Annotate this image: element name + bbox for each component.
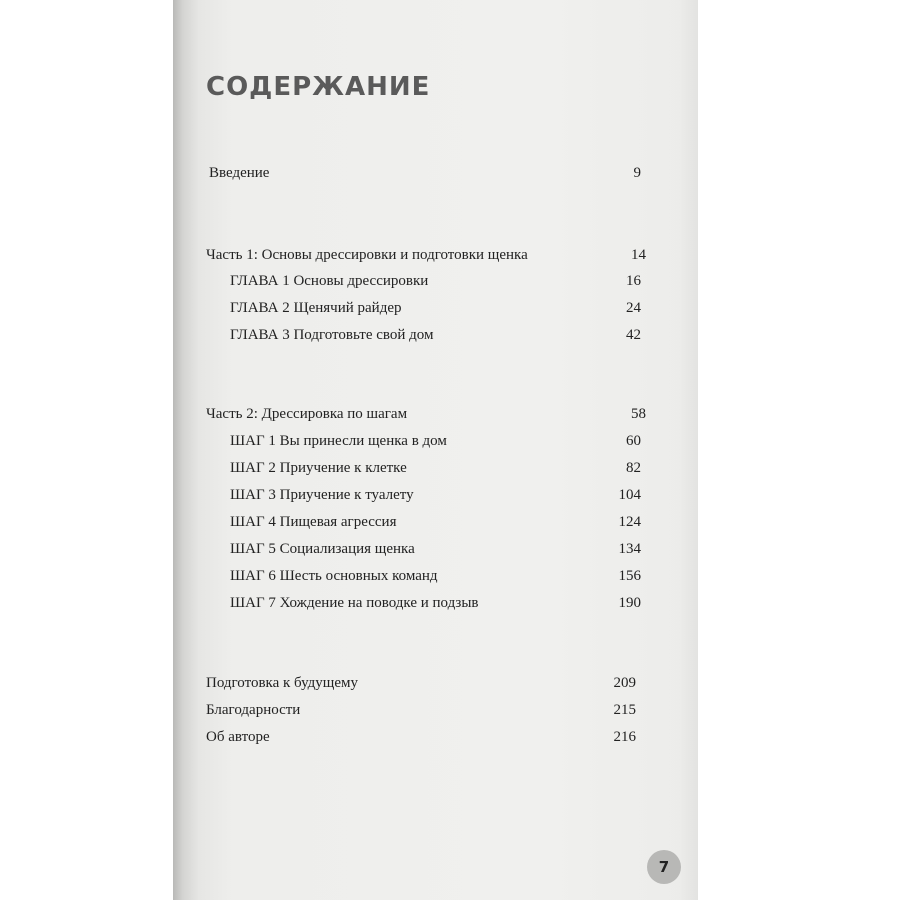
toc-entry-page: 215 [613, 702, 636, 718]
toc-entry-label: Часть 1: Основы дрессировки и подготовки щенка [206, 247, 528, 263]
toc-entry-label: Благодарности [206, 702, 301, 718]
toc-entry-label: ШАГ 5 Социализация щенка [230, 541, 415, 557]
toc-entry-label: ШАГ 4 Пищевая агрессия [230, 514, 397, 530]
toc-entry-page: 104 [618, 487, 641, 503]
toc-entry-label: ГЛАВА 1 Основы дрессировки [230, 273, 429, 289]
toc-title: СОДЕРЖАНИЕ [206, 72, 431, 102]
toc-entry-page: 24 [626, 300, 641, 316]
page-edge-shadow [678, 0, 698, 900]
toc-entry-page: 58 [631, 406, 646, 422]
toc-entry-label: Часть 2: Дрессировка по шагам [206, 406, 408, 422]
page-number-badge: 7 [647, 850, 681, 884]
toc-entry-label: ГЛАВА 3 Подготовьте свой дом [230, 327, 434, 343]
toc-entry-page: 42 [626, 327, 641, 343]
toc-entry-page: 82 [626, 460, 641, 476]
toc-entry-page: 16 [626, 273, 641, 289]
toc-entry-label: ШАГ 3 Приучение к туалету [230, 487, 414, 503]
toc-entry-page: 124 [618, 514, 641, 530]
toc-entry-page: 9 [633, 165, 641, 181]
toc-entry-label: ШАГ 7 Хождение на поводке и подзыв [230, 595, 479, 611]
toc-entry-label: ШАГ 1 Вы принесли щенка в дом [230, 433, 447, 449]
toc-entry-label: Об авторе [206, 729, 270, 745]
toc-entry-page: 156 [618, 568, 641, 584]
toc-entry-label: ШАГ 6 Шесть основных команд [230, 568, 438, 584]
toc-entry-label: ГЛАВА 2 Щенячий райдер [230, 300, 402, 316]
toc-entry-page: 216 [613, 729, 636, 745]
toc-entry-page: 14 [631, 247, 646, 263]
toc-entry-label: ШАГ 2 Приучение к клетке [230, 460, 407, 476]
book-page [173, 0, 698, 900]
toc-entry-page: 134 [618, 541, 641, 557]
toc-entry-page: 190 [618, 595, 641, 611]
toc-entry-label: Подготовка к будущему [206, 675, 359, 691]
toc-entry-label: Введение [209, 165, 270, 181]
toc-entry-page: 60 [626, 433, 641, 449]
toc-entry-page: 209 [613, 675, 636, 691]
